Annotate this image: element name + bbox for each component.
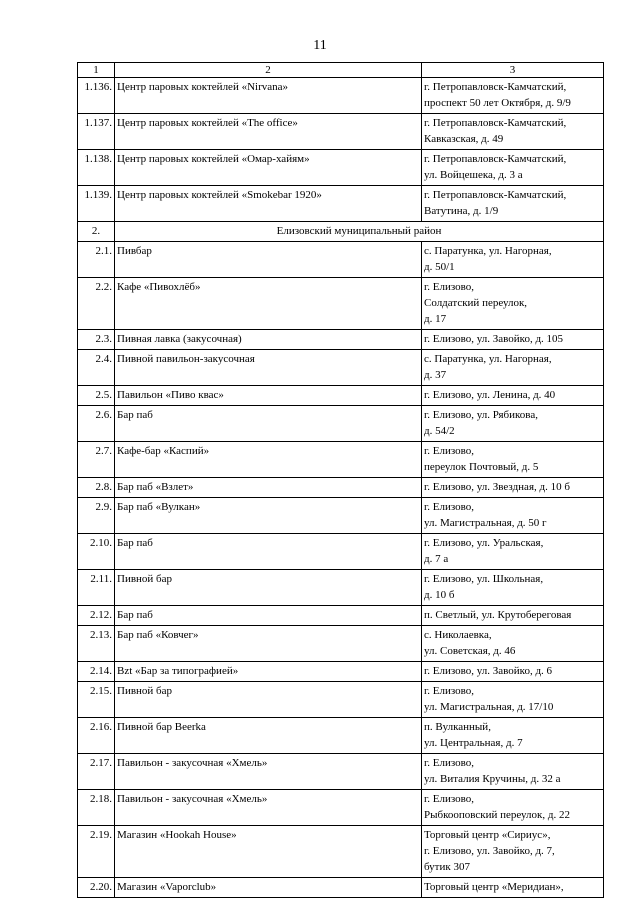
table-row	[78, 682, 604, 718]
establishments-table	[77, 62, 604, 898]
row-number: 2.11.	[78, 570, 115, 606]
row-name: Центр паровых коктейлей «Nirvana»	[115, 78, 422, 114]
row-number: 2.19.	[78, 826, 115, 878]
row-number: 1.139.	[78, 186, 115, 222]
page-number: 11	[313, 38, 327, 53]
row-name: Бар паб	[115, 534, 422, 570]
table-row	[78, 330, 604, 350]
table-row	[78, 826, 604, 878]
row-name: Кафе «Пивохлёб»	[115, 278, 422, 330]
row-address: г. Елизово, ул. Магистральная, д. 17/10	[422, 682, 604, 718]
table-row	[78, 718, 604, 754]
row-name: Центр паровых коктейлей «The office»	[115, 114, 422, 150]
row-address: г. Петропавловск-Камчатский, Кавказская, д. 49	[422, 114, 604, 150]
table-row	[78, 534, 604, 570]
row-number: 2.16.	[78, 718, 115, 754]
row-number: 2.3.	[78, 330, 115, 350]
section-row	[78, 222, 604, 242]
table-row	[78, 478, 604, 498]
section-number: 2.	[78, 222, 115, 242]
row-name: Павильон «Пиво квас»	[115, 386, 422, 406]
row-number: 2.14.	[78, 662, 115, 682]
table-row	[78, 790, 604, 826]
row-address: г. Елизово, ул. Рябикова, д. 54/2	[422, 406, 604, 442]
row-name: Пивной бар	[115, 682, 422, 718]
row-name: Бар паб «Взлет»	[115, 478, 422, 498]
table-row	[78, 386, 604, 406]
row-number: 2.12.	[78, 606, 115, 626]
row-number: 2.4.	[78, 350, 115, 386]
row-number: 2.1.	[78, 242, 115, 278]
row-address: г. Петропавловск-Камчатский, ул. Войцешека, д. 3 а	[422, 150, 604, 186]
row-address: Торговый центр «Меридиан»,	[422, 878, 604, 898]
column-header-number: 1	[78, 63, 115, 78]
table-body-after	[78, 242, 604, 898]
column-header-address: 3	[422, 63, 604, 78]
row-name: Центр паровых коктейлей «Омар-хайям»	[115, 150, 422, 186]
row-address: г. Елизово, Рыбкооповский переулок, д. 22	[422, 790, 604, 826]
row-address: г. Елизово, ул. Ленина, д. 40	[422, 386, 604, 406]
table-row	[78, 570, 604, 606]
row-number: 2.17.	[78, 754, 115, 790]
table-row	[78, 278, 604, 330]
row-address: с. Паратунка, ул. Нагорная, д. 37	[422, 350, 604, 386]
header-row	[78, 63, 604, 78]
row-address: г. Петропавловск-Камчатский, проспект 50 лет Октября, д. 9/9	[422, 78, 604, 114]
row-address: г. Елизово, ул. Виталия Кручины, д. 32 а	[422, 754, 604, 790]
row-number: 2.6.	[78, 406, 115, 442]
row-number: 1.138.	[78, 150, 115, 186]
row-name: Бар паб	[115, 606, 422, 626]
row-name: Магазин «Hookah House»	[115, 826, 422, 878]
row-address: г. Елизово, ул. Школьная, д. 10 б	[422, 570, 604, 606]
row-name: Пивной павильон-закусочная	[115, 350, 422, 386]
table-row	[78, 242, 604, 278]
row-address: Торговый центр «Сириус», г. Елизово, ул. Завойко, д. 7, бутик 307	[422, 826, 604, 878]
row-address: г. Петропавловск-Камчатский, Ватутина, д. 1/9	[422, 186, 604, 222]
table-row	[78, 606, 604, 626]
row-address: г. Елизово, ул. Звездная, д. 10 б	[422, 478, 604, 498]
row-number: 2.8.	[78, 478, 115, 498]
column-header-name: 2	[115, 63, 422, 78]
row-number: 2.7.	[78, 442, 115, 478]
table-body-before	[78, 78, 604, 222]
row-address: п. Светлый, ул. Крутобереговая	[422, 606, 604, 626]
row-address: г. Елизово, ул. Завойко, д. 6	[422, 662, 604, 682]
table-row	[78, 442, 604, 478]
row-name: Bzt «Бар за типографией»	[115, 662, 422, 682]
table-row	[78, 350, 604, 386]
row-address: г. Елизово, ул. Уральская, д. 7 а	[422, 534, 604, 570]
row-name: Пивная лавка (закусочная)	[115, 330, 422, 350]
row-name: Магазин «Vaporclub»	[115, 878, 422, 898]
row-name: Центр паровых коктейлей «Smokebar 1920»	[115, 186, 422, 222]
table-row	[78, 186, 604, 222]
row-number: 2.5.	[78, 386, 115, 406]
table-row	[78, 406, 604, 442]
table-row	[78, 626, 604, 662]
row-number: 2.20.	[78, 878, 115, 898]
row-address: г. Елизово, переулок Почтовый, д. 5	[422, 442, 604, 478]
table-row	[78, 498, 604, 534]
row-address: г. Елизово, ул. Завойко, д. 105	[422, 330, 604, 350]
table-row	[78, 114, 604, 150]
table-row	[78, 662, 604, 682]
table-row	[78, 150, 604, 186]
row-address: г. Елизово, ул. Магистральная, д. 50 г	[422, 498, 604, 534]
table-row	[78, 754, 604, 790]
row-address: г. Елизово, Солдатский переулок, д. 17	[422, 278, 604, 330]
row-name: Пивной бар	[115, 570, 422, 606]
table-row	[78, 78, 604, 114]
row-number: 1.137.	[78, 114, 115, 150]
row-name: Бар паб «Ковчег»	[115, 626, 422, 662]
row-number: 2.10.	[78, 534, 115, 570]
table-row	[78, 878, 604, 898]
row-name: Кафе-бар «Каспий»	[115, 442, 422, 478]
row-name: Бар паб	[115, 406, 422, 442]
row-number: 1.136.	[78, 78, 115, 114]
row-address: п. Вулканный, ул. Центральная, д. 7	[422, 718, 604, 754]
row-name: Пивной бар Beerka	[115, 718, 422, 754]
row-number: 2.2.	[78, 278, 115, 330]
row-number: 2.15.	[78, 682, 115, 718]
row-name: Павильон - закусочная «Хмель»	[115, 790, 422, 826]
row-number: 2.9.	[78, 498, 115, 534]
row-name: Пивбар	[115, 242, 422, 278]
row-number: 2.13.	[78, 626, 115, 662]
row-address: с. Николаевка, ул. Советская, д. 46	[422, 626, 604, 662]
row-address: с. Паратунка, ул. Нагорная, д. 50/1	[422, 242, 604, 278]
row-number: 2.18.	[78, 790, 115, 826]
row-name: Павильон - закусочная «Хмель»	[115, 754, 422, 790]
section-title: Елизовский муниципальный район	[115, 222, 604, 242]
section-body	[78, 222, 604, 242]
row-name: Бар паб «Вулкан»	[115, 498, 422, 534]
